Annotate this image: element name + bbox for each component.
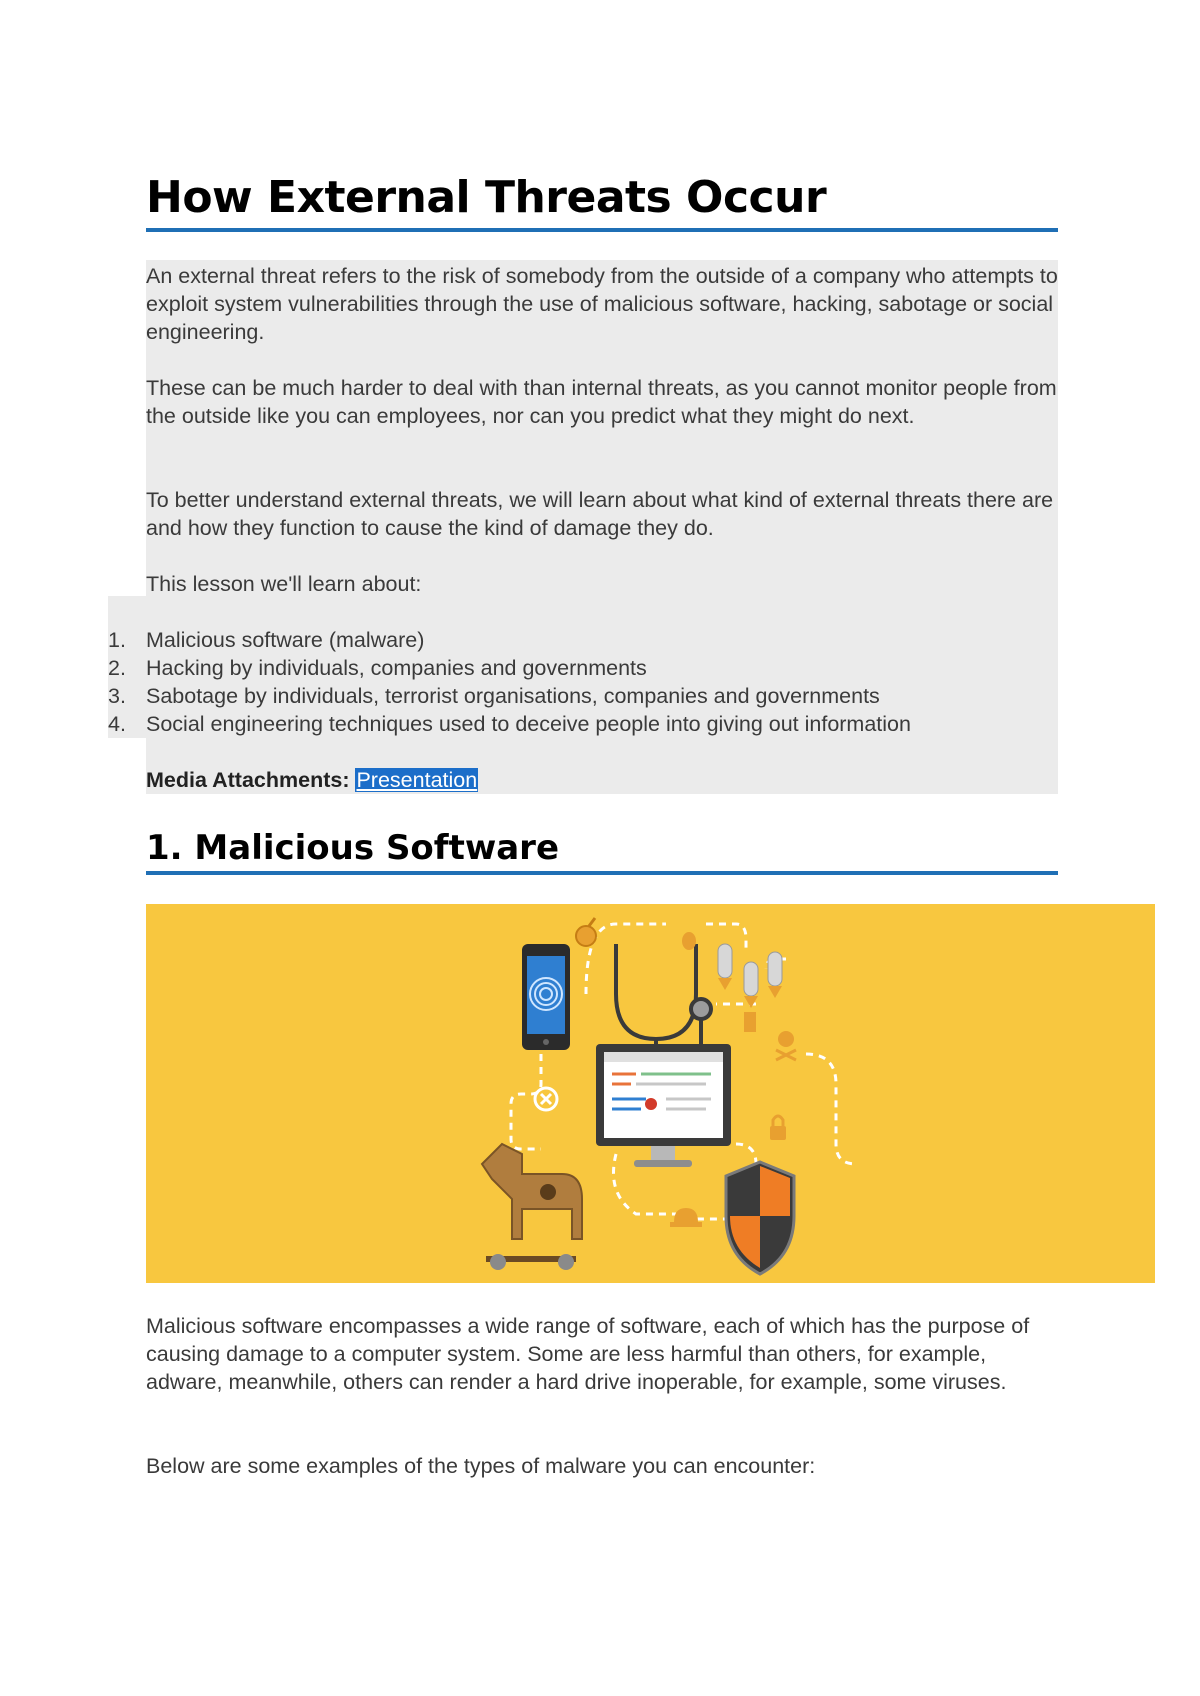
list-item [108,626,1068,654]
list-item-text: Sabotage by individuals, terrorist organisations, companies and governments [146,684,880,708]
intro-paragraph-2: These can be much harder to deal with than internal threats, as you cannot monitor people from the outside like you can employees, nor can you predict what they might do next. [146,376,1057,428]
trojan-horse-icon [482,1144,582,1270]
malware-paragraph-2: Below are some examples of the types of malware you can encounter: [146,1454,816,1478]
list-item [108,654,1068,682]
presentation-link[interactable]: Presentation [356,768,478,792]
skull-icon [776,1031,796,1060]
list-item-number: 3. [108,684,126,708]
lesson-topics-list [108,626,1068,738]
lock-icon [770,1116,786,1140]
computer-monitor-icon [596,1044,731,1167]
list-item-text: Social engineering techniques used to deceive people into giving out information [146,712,911,736]
page-title: How External Threats Occur [146,172,827,223]
shield-icon [726,1162,794,1274]
fingerprint-phone-icon [522,944,570,1050]
bomb-icon [576,918,596,946]
intro-paragraph-1: An external threat refers to the risk of somebody from the outside of a company who attempts to exploit system vulnerabilities through the use of malicious software, hacking, sabotage or social engineering. [146,264,1058,344]
list-item [108,682,1068,710]
malware-illustration [146,904,1155,1283]
intro-paragraph-3: To better understand external threats, we will learn about what kind of external threats there are and how they function to cause the kind of damage they do. [146,488,1054,540]
section-heading-malicious-software: 1. Malicious Software [146,828,560,868]
list-item-number: 2. [108,656,126,680]
missiles-icon [718,944,782,1032]
list-item-text: Malicious software (malware) [146,628,425,652]
list-item-number: 1. [108,628,126,652]
list-item-text: Hacking by individuals, companies and governments [146,656,647,680]
bug-icon [645,1098,657,1110]
malware-paragraph-1: Malicious software encompasses a wide range of software, each of which has the purpose of causing damage to a computer system. Some are less harmful than others, for example, adware, meanwhile, others can render a hard drive inoperable, for example, some viruses. [146,1314,1030,1394]
virus-bug-icon [682,932,696,950]
alarm-icon [670,1208,702,1227]
list-item-number: 4. [108,712,126,736]
media-attachments-label: Media Attachments: [146,768,350,792]
media-attachments [146,766,478,794]
error-x-icon [535,1088,557,1110]
intro-paragraph-4: This lesson we'll learn about: [146,572,422,596]
title-underline [146,228,1058,232]
section-underline [146,871,1058,875]
list-item [108,710,1068,738]
malware-illustration-banner [146,904,1155,1283]
